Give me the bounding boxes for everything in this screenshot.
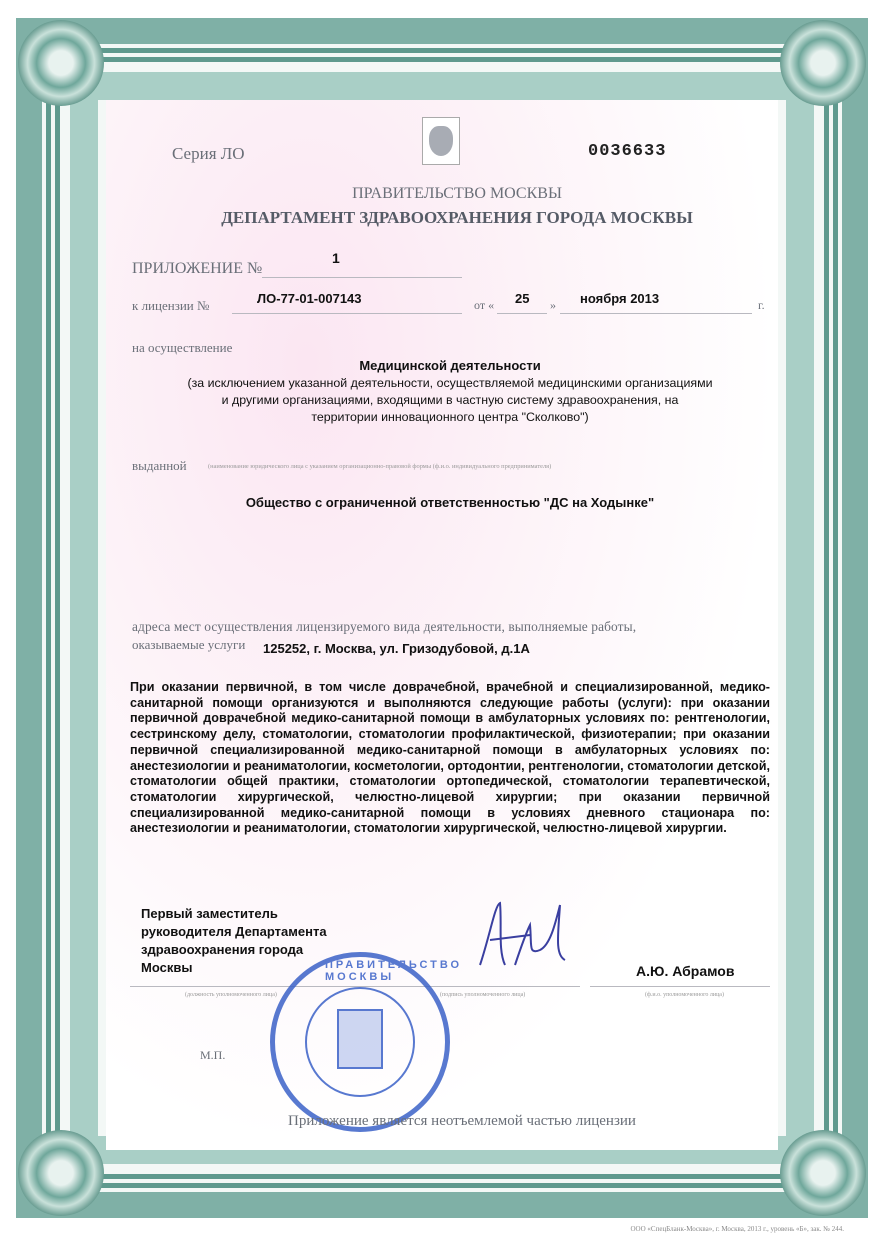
signatory-name: А.Ю. Абрамов: [636, 963, 735, 979]
services-text: При оказании первичной, в том числе доврачебной, врачебной и специализированной, медико-санитарной помощи организуются и выполняются следующие работы (услуги): при оказании первичной доврачебной медико-санитарной помощи в амбулаторных условиях по: рентгенологии, сестринскому делу, стоматологии, стоматологии профилактической, физиотерапии; при оказании первичной специализированной медико-санитарной помощи в амбулаторных условиях по: анестезиологии и реаниматологии, косметологии, ортодонтии, рентгенологии, стоматологии детской, стоматологии общей практики, стоматологии ортопедической, стоматологии терапевтической, стоматологии хирургической, челюстно-лицевой хирургии; при оказании первичной специализированной медико-санитарной помощи в условиях дневного стационара по: анестезиологии и реаниматологии, стоматологии хирургической, челюстно-лицевой хирургии.: [130, 680, 770, 836]
department-title: ДЕПАРТАМЕНТ ЗДРАВООХРАНЕНИЯ ГОРОДА МОСКВЫ: [221, 208, 693, 227]
handwritten-signature: [470, 895, 580, 975]
issued-caption: (наименование юридического лица с указанием организационно-правовой формы (ф.и.о. индивидуального предпринимателя): [208, 463, 552, 470]
coat-of-arms-emblem: [422, 117, 460, 165]
appendix-number: 1: [332, 250, 340, 266]
name-caption: (ф.и.о. уполномоченного лица): [645, 992, 724, 998]
appendix-label: ПРИЛОЖЕНИЕ №: [132, 260, 263, 277]
organization-name: Общество с ограниченной ответственностью "ДС на Ходынке": [245, 495, 655, 510]
printer-info: ООО «СпецБланк-Москва», г. Москва, 2013 г., уровень «Б», зак. № 244.: [630, 1225, 844, 1233]
activity-note-line: территории инновационного центра "Сколково"): [311, 410, 589, 424]
issued-label: выданной: [132, 458, 187, 473]
signatory-position: Москвы: [141, 960, 193, 975]
position-caption: (должность уполномоченного лица): [185, 992, 277, 998]
seal-label: М.П.: [200, 1048, 226, 1062]
date-from-label: от «: [474, 298, 495, 312]
activity-note-line: (за исключением указанной деятельности, осуществляемой медицинскими организациями: [187, 376, 713, 390]
corner-rosette: [780, 1130, 866, 1216]
seal-text: ПРАВИТЕЛЬСТВО МОСКВЫ: [325, 959, 463, 983]
corner-rosette: [780, 20, 866, 106]
government-title: ПРАВИТЕЛЬСТВО МОСКВЫ: [352, 185, 562, 202]
address-label: адреса мест осуществления лицензируемого вида деятельности, выполняемые работы,: [132, 619, 637, 634]
year-suffix: г.: [758, 298, 765, 312]
corner-rosette: [18, 1130, 104, 1216]
document-number: 0036633: [588, 142, 667, 161]
activity-note-line: и другими организациями, входящими в частную систему здравоохранения, на: [221, 393, 679, 407]
license-number: ЛО-77-01-007143: [257, 291, 362, 306]
activity-title: Медицинской деятельности: [359, 358, 541, 373]
address-label: оказываемые услуги: [132, 637, 246, 652]
date-quote: »: [550, 298, 556, 312]
signatory-position: руководителя Департамента: [141, 924, 327, 939]
license-label: к лицензии №: [132, 298, 210, 313]
signature-caption: (подпись уполномоченного лица): [440, 992, 526, 998]
appendix-note: Приложение является неотъемлемой частью лицензии: [288, 1113, 636, 1129]
license-month-year: ноября 2013: [580, 291, 660, 306]
license-day: 25: [515, 291, 530, 306]
corner-rosette: [18, 20, 104, 106]
signatory-position: Первый заместитель: [141, 906, 278, 921]
signatory-position: здравоохранения города: [141, 942, 304, 957]
activity-label: на осуществление: [132, 340, 233, 355]
series-label: Серия ЛО: [172, 144, 245, 163]
address-value: 125252, г. Москва, ул. Гризодубовой, д.1А: [263, 641, 530, 656]
